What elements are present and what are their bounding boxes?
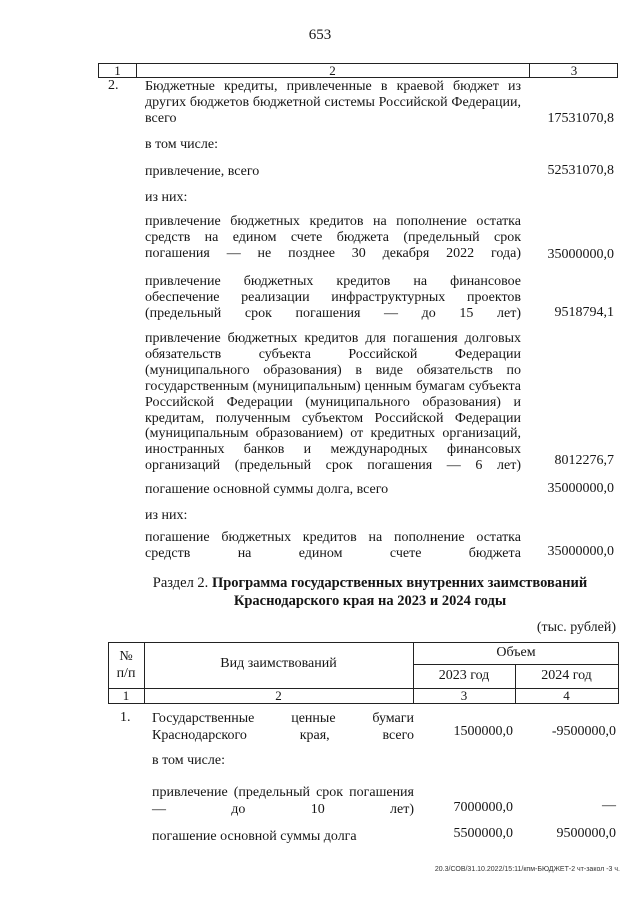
table1-header [98, 63, 618, 78]
table2-row-text: привлечение (предельный срок погашения — до 10 лет) [152, 785, 414, 817]
table1-row-text: привлечение бюджетных кредитов на финансовое обеспечение реализации инфраструктурных проектов (предельный срок погашения — до 15 лет) [145, 274, 521, 321]
table2-header [108, 642, 619, 704]
table2-header-idx1: 1 [122, 688, 130, 703]
table2-row-value-2024: -9500000,0 [551, 724, 616, 739]
table1-row-text: привлечение, всего [145, 164, 260, 179]
table2-header-idx3: 3 [460, 688, 468, 703]
table2-row-text: в том числе: [152, 753, 225, 768]
table1-header-col3: 3 [570, 63, 578, 78]
table2-row-value-2024: — [602, 798, 616, 813]
table1-row-value: 35000000,0 [547, 544, 614, 559]
table1-row-text: в том числе: [145, 137, 218, 152]
page-number: 653 [308, 27, 332, 43]
table2-header-num-line2: п/п [116, 666, 136, 681]
units-label: (тыс. рублей) [536, 620, 616, 635]
table1-row-value: 52531070,8 [547, 163, 614, 178]
table2-row-value-2024: 9500000,0 [556, 826, 616, 841]
table1-row-text: Бюджетные кредиты, привлеченные в краевой бюджет из других бюджетов бюджетной системы Российской Федерации, всего [145, 79, 521, 126]
table1-row-text: погашение основной суммы долга, всего [145, 482, 389, 497]
table1-row-text: привлечение бюджетных кредитов на пополнение остатка средств на едином счете бюджета (предельный срок погашения — не позднее 30 декабря 2022 года) [145, 214, 521, 261]
section-title [100, 574, 640, 610]
table2-header-kind: Вид заимствований [220, 656, 337, 671]
table2-header-num-line1: № [119, 649, 133, 664]
table1-row-value: 35000000,0 [547, 247, 614, 262]
table1-header-col1: 1 [114, 63, 121, 78]
table1-row-value: 8012276,7 [554, 453, 614, 468]
table1-row-value: 9518794,1 [554, 305, 614, 320]
table2-row-value-2023: 1500000,0 [453, 724, 513, 739]
table2-header-volume: Объем [496, 645, 536, 660]
table1-row-text: привлечение бюджетных кредитов для погашения долговых обязательств субъекта Российской Федерации (муниципального образования) в виде обязательств по государственным (муниципальным) ценным бумагам субъекта Российской Федерации (муниципального образования) и кредитам, полученным субъектом Российской Федерации (муниципальным образованием) от кредитных организаций, иностранных банков и международных финансовых организаций (предельный срок погашения — 6 лет) [145, 331, 521, 474]
table1-header-col2: 2 [329, 63, 336, 78]
section-title-line2: Краснодарского края на 2023 и 2024 годы [233, 593, 507, 609]
table1-row-text: из них: [145, 190, 188, 205]
table2-row-value-2023: 7000000,0 [453, 800, 513, 815]
table2-row-number: 1. [120, 710, 131, 725]
section-prefix: Раздел 2. [152, 575, 209, 591]
table2-header-year1: 2023 год [438, 668, 490, 683]
table1-row-text: погашение бюджетных кредитов на пополнение остатка средств на едином счете бюджета [145, 530, 521, 561]
table1-row-text: из них: [145, 508, 188, 523]
table1-row-value: 35000000,0 [547, 481, 614, 496]
footer-code: 20.3/СОВ/31.10.2022/15:11/кпм-БЮДЖЕТ-2 чт-закол -3 ч. [434, 866, 620, 873]
table1-row-value: 17531070,8 [547, 111, 614, 126]
table2-header-idx2: 2 [275, 688, 282, 703]
table2-header-idx4: 4 [563, 688, 570, 703]
table2-row-value-2023: 5500000,0 [453, 826, 513, 841]
table2-row-text: Государственные ценные бумаги Краснодарского края, всего [152, 711, 414, 743]
table2-header-year2: 2024 год [541, 668, 592, 683]
section-title-line1: Программа государственных внутренних заимствований [211, 575, 588, 591]
table2-row-text: погашение основной суммы долга [152, 829, 357, 844]
table1-row-number: 2. [108, 78, 119, 93]
